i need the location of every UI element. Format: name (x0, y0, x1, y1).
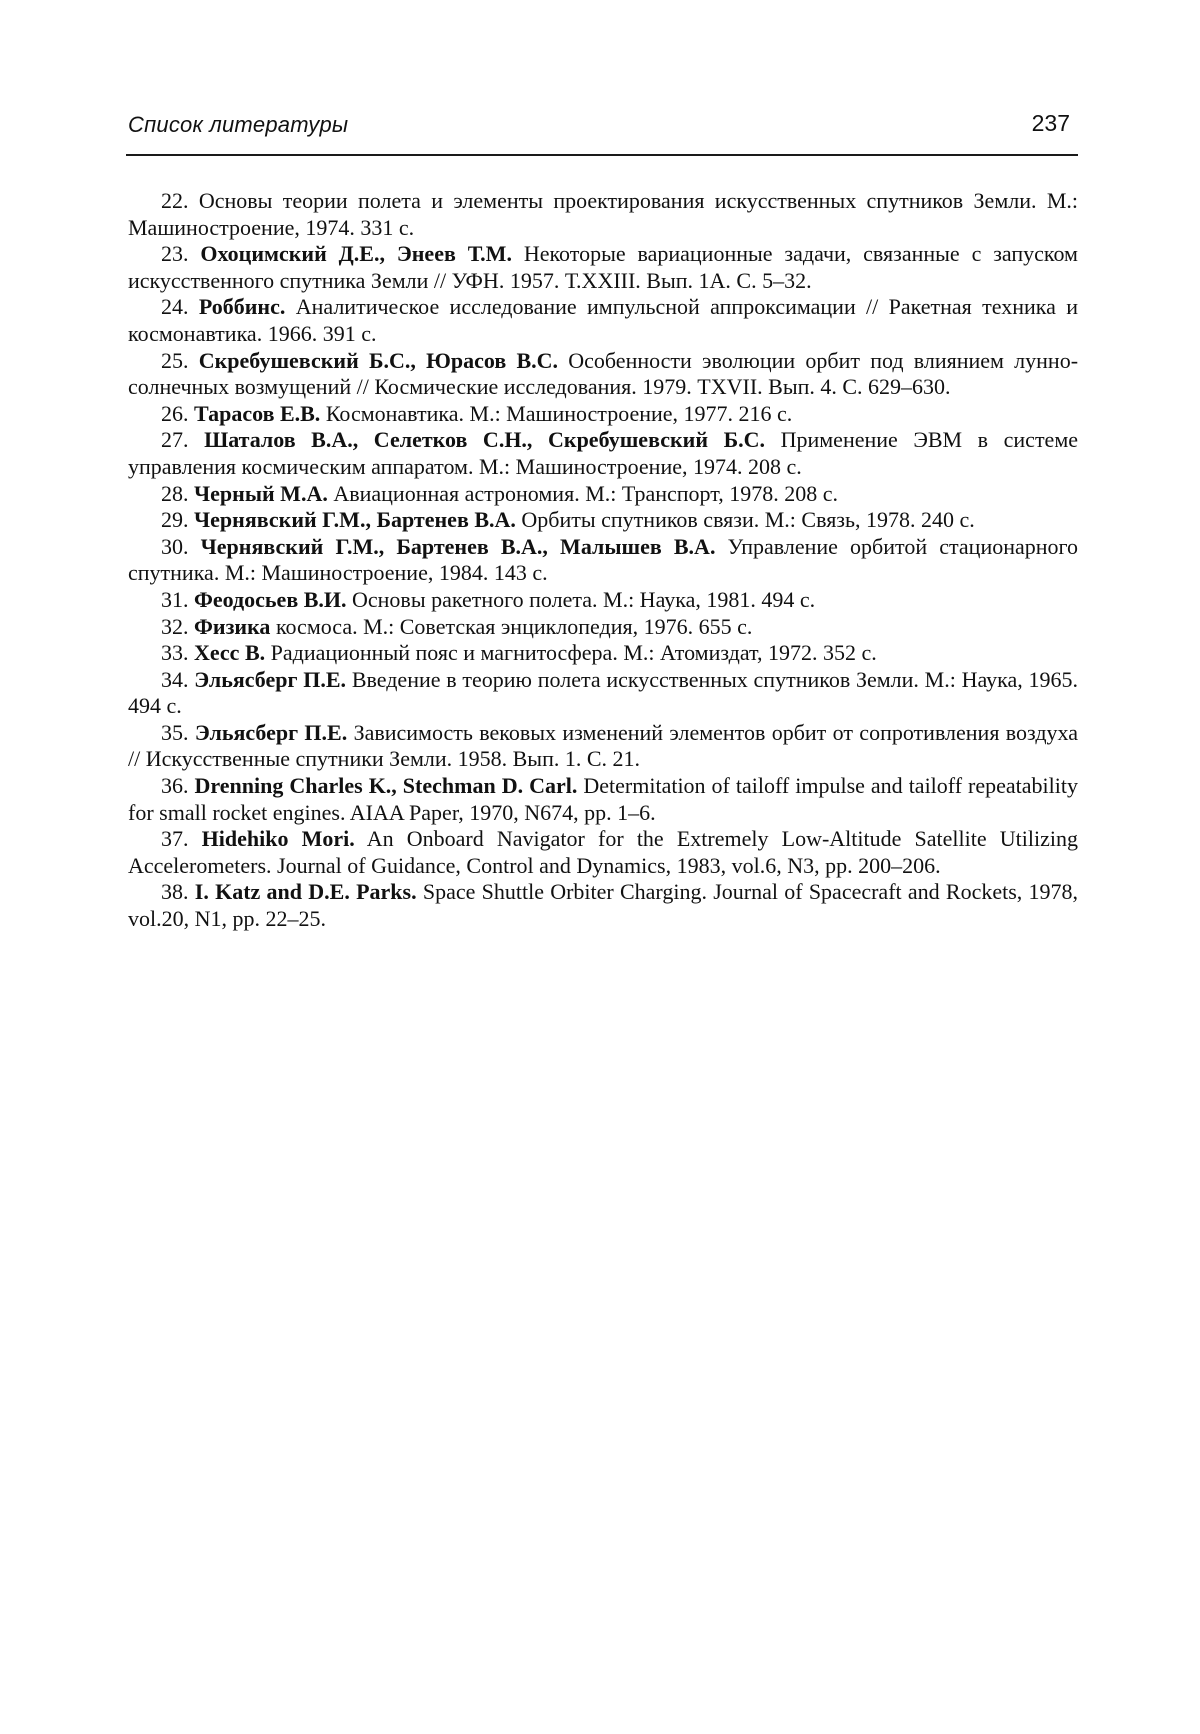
reference-text: Орбиты спутников связи. М.: Связь, 1978. 240 с. (521, 507, 975, 533)
running-head (128, 104, 1078, 144)
reference-item (128, 294, 1078, 347)
reference-number: 23. (161, 241, 189, 267)
reference-item (128, 587, 1078, 614)
reference-authors: Эльясберг П.Е. (194, 666, 347, 692)
reference-text: Зависимость вековых изменений элементов орбит от сопротивления воздуха // Искусственные спутники Земли. 1958. Вып. 1. С. 21. (128, 719, 1078, 772)
reference-text: Космонавтика. М.: Машиностроение, 1977. 216 с. (325, 400, 793, 426)
reference-text: космоса. М.: Советская энциклопедия, 1976. 655 с. (275, 613, 753, 639)
reference-authors: Черный М.А. (194, 480, 328, 506)
reference-number: 34. (161, 666, 189, 692)
reference-item (128, 507, 1078, 534)
reference-item (128, 481, 1078, 508)
reference-number: 38. (161, 879, 189, 905)
reference-authors: Шаталов В.А., Селетков С.Н., Скребушевский Б.С. (204, 427, 766, 453)
reference-item (128, 614, 1078, 641)
reference-item (128, 401, 1078, 428)
reference-item (128, 348, 1078, 401)
reference-authors: Феодосьев В.И. (194, 586, 347, 612)
reference-number: 24. (161, 294, 189, 320)
reference-text: Авиационная астрономия. М.: Транспорт, 1978. 208 с. (333, 480, 838, 506)
page-number: 237 (1031, 110, 1070, 136)
reference-number: 33. (161, 640, 189, 666)
reference-list (128, 188, 1078, 933)
reference-number: 25. (161, 347, 189, 373)
reference-authors: Эльясберг П.Е. (194, 719, 348, 745)
reference-authors: Hidehiko Mori. (201, 826, 355, 852)
reference-item (128, 879, 1078, 932)
reference-authors: Хесс В. (194, 640, 266, 666)
reference-text: Применение ЭВМ в системе управления космическим аппаратом. М.: Машиностроение, 1974. 208 с. (128, 427, 1079, 479)
header-rule (126, 154, 1078, 156)
reference-number: 32. (161, 613, 189, 639)
reference-item (128, 534, 1078, 587)
reference-text: Управление орбитой стационарного спутника. М.: Машиностроение, 1984. 143 с. (128, 533, 1079, 586)
reference-number: 22. (161, 188, 189, 213)
reference-number: 31. (161, 586, 189, 612)
reference-text: Особенности эволюции орбит под влиянием лунно-солнечных возмущений // Космические исследования. 1979. TXVII. Вып. 4. С. 629–630. (128, 347, 1079, 400)
reference-text: Determitation of tailoff impulse and tailoff repeatability for small rocket engines. AIAA Paper, 1970, N674, pp. 1–6. (128, 773, 1078, 825)
reference-item (128, 826, 1078, 879)
reference-number: 28. (161, 480, 189, 506)
section-title: Список литературы (128, 112, 349, 137)
reference-item (128, 773, 1078, 826)
reference-text: Основы ракетного полета. М.: Наука, 1981. 494 с. (352, 586, 816, 612)
reference-item (128, 640, 1078, 667)
reference-number: 26. (161, 400, 189, 426)
reference-number: 37. (161, 826, 189, 852)
reference-number: 30. (161, 533, 189, 559)
reference-text: Радиационный пояс и магнитосфера. М.: Атомиздат, 1972. 352 с. (270, 640, 877, 666)
reference-authors: Физика (194, 613, 271, 639)
reference-number: 29. (161, 507, 189, 533)
reference-item (128, 667, 1078, 720)
reference-text: Основы теории полета и элементы проектирования искусственных спутников Земли. М.: Машиностроение, 1974. 331 с. (128, 188, 1079, 240)
reference-number: 27. (161, 427, 189, 453)
reference-text: Некоторые вариационные задачи, связанные с запуском искусственного спутника Земли // УФН. 1957. Т.XXIII. Вып. 1А. С. 5–32. (128, 241, 1078, 293)
reference-authors: Чернявский Г.М., Бартенев В.А. (194, 507, 516, 533)
reference-text: Space Shuttle Orbiter Charging. Journal of Spacecraft and Rockets, 1978, vol.20, N1, pp. 22–25. (128, 879, 1079, 932)
reference-number: 35. (161, 719, 189, 745)
reference-authors: Скребушевский Б.С., Юрасов В.С. (198, 347, 559, 373)
reference-authors: Чернявский Г.М., Бартенев В.А., Малышев В.А. (200, 533, 716, 559)
reference-authors: Роббинс. (198, 294, 286, 320)
reference-authors: I. Katz and D.E. Parks. (194, 879, 417, 905)
reference-item (128, 720, 1078, 773)
reference-text: Аналитическое исследование импульсной аппроксимации // Ракетная техника и космонавтика. 1966. 391 с. (128, 294, 1079, 346)
reference-authors: Тарасов Е.В. (194, 400, 321, 426)
reference-text: Введение в теорию полета искусственных спутников Земли. М.: Наука, 1965. 494 с. (128, 666, 1079, 719)
reference-item (128, 188, 1078, 241)
reference-text: An Onboard Navigator for the Extremely Low-Altitude Satellite Utilizing Accelerometers. Journal of Guidance, Control and Dynamics, 1983, vol.6, N3, pp. 200–206. (128, 826, 1078, 878)
reference-authors: Охоцимский Д.Е., Энеев Т.М. (200, 241, 512, 267)
reference-authors: Drenning Charles K., Stechman D. Carl. (194, 773, 578, 799)
reference-item (128, 241, 1078, 294)
reference-number: 36. (161, 773, 189, 799)
reference-item (128, 427, 1078, 480)
